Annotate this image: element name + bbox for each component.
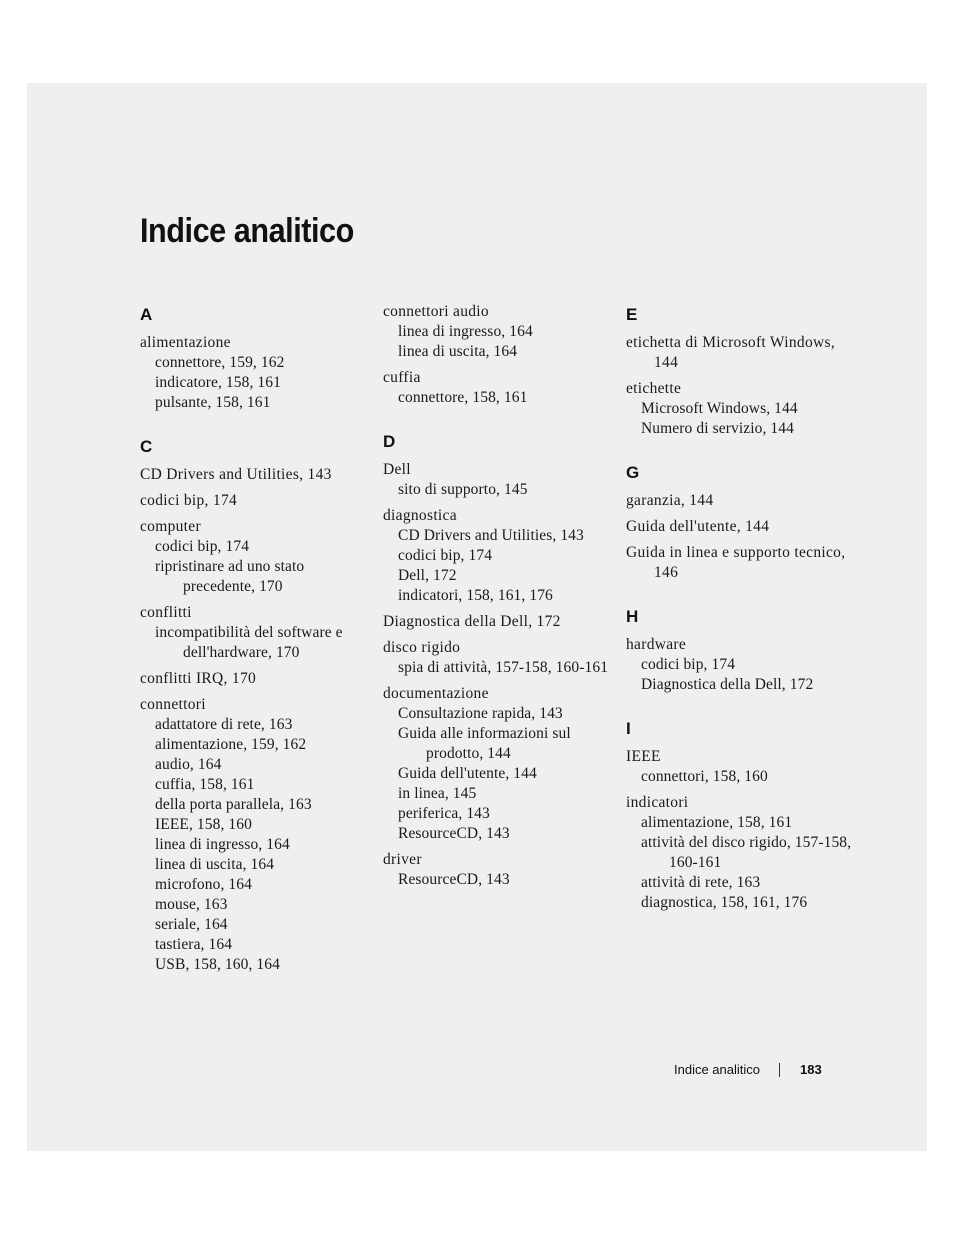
index-entry bbox=[383, 684, 613, 844]
footer-separator bbox=[779, 1063, 780, 1077]
index-subentry: pulsante, 158, 161 bbox=[155, 394, 271, 411]
section-letter: C bbox=[140, 437, 153, 456]
index-term: indicatori bbox=[626, 794, 689, 811]
index-term: conflitti bbox=[140, 604, 192, 621]
index-term: garanzia, 144 bbox=[626, 492, 714, 509]
index-section bbox=[626, 463, 856, 583]
index-term: CD Drivers and Utilities, 143 bbox=[140, 466, 332, 483]
index-term: Guida dell'utente, 144 bbox=[626, 518, 770, 535]
index-entry bbox=[140, 491, 370, 511]
index-subentry: adattatore di rete, 163 bbox=[155, 716, 293, 733]
index-subentry: Consultazione rapida, 143 bbox=[398, 705, 563, 722]
index-subentry: codici bip, 174 bbox=[398, 547, 493, 564]
index-subentry: codici bip, 174 bbox=[155, 538, 250, 555]
index-subentry: periferica, 143 bbox=[398, 805, 490, 822]
index-entry bbox=[383, 638, 613, 678]
index-entry bbox=[626, 635, 856, 695]
index-subentry: ResourceCD, 143 bbox=[398, 871, 510, 888]
index-entry bbox=[140, 695, 370, 975]
index-subentry: connettori, 158, 160 bbox=[641, 768, 768, 785]
index-subentry: in linea, 145 bbox=[398, 785, 477, 802]
index-subentry: linea di ingresso, 164 bbox=[155, 836, 290, 853]
index-section bbox=[626, 607, 856, 695]
index-subentry: tastiera, 164 bbox=[155, 936, 233, 953]
index-term: diagnostica bbox=[383, 507, 457, 524]
section-letter: I bbox=[626, 719, 631, 738]
index-subentry: alimentazione, 158, 161 bbox=[641, 814, 793, 831]
index-term: alimentazione bbox=[140, 334, 231, 351]
section-letter: A bbox=[140, 305, 153, 324]
index-subentry: ripristinare ad uno stato precedente, 170 bbox=[155, 558, 305, 595]
footer-section-label: Indice analitico bbox=[674, 1062, 760, 1077]
index-subentry: sito di supporto, 145 bbox=[398, 481, 528, 498]
index-entry bbox=[140, 603, 370, 663]
index-subentry: audio, 164 bbox=[155, 756, 222, 773]
index-subentry: microfono, 164 bbox=[155, 876, 252, 893]
index-entry bbox=[383, 460, 613, 500]
index-subentry: diagnostica, 158, 161, 176 bbox=[641, 894, 808, 911]
index-subentry: Diagnostica della Dell, 172 bbox=[641, 676, 814, 693]
index-subentry: spia di attività, 157-158, 160-161 bbox=[398, 659, 609, 676]
index-subentry: Microsoft Windows, 144 bbox=[641, 400, 798, 417]
index-subentry: attività di rete, 163 bbox=[641, 874, 761, 891]
index-subentry: cuffia, 158, 161 bbox=[155, 776, 255, 793]
index-subentry: connettore, 159, 162 bbox=[155, 354, 285, 371]
index-section bbox=[383, 432, 613, 890]
section-letter: E bbox=[626, 305, 638, 324]
index-subentry: linea di ingresso, 164 bbox=[398, 323, 533, 340]
index-term: cuffia bbox=[383, 369, 421, 386]
index-subentry: connettore, 158, 161 bbox=[398, 389, 528, 406]
index-entry bbox=[140, 669, 370, 689]
index-term: driver bbox=[383, 851, 422, 868]
index-subentry: codici bip, 174 bbox=[641, 656, 736, 673]
index-subentry: seriale, 164 bbox=[155, 916, 228, 933]
index-column-3 bbox=[626, 302, 856, 937]
index-term: Dell bbox=[383, 461, 411, 478]
index-subentry: indicatore, 158, 161 bbox=[155, 374, 281, 391]
index-entry bbox=[626, 491, 856, 511]
index-entry bbox=[140, 465, 370, 485]
index-subentry: ResourceCD, 143 bbox=[398, 825, 510, 842]
index-subentry: CD Drivers and Utilities, 143 bbox=[398, 527, 584, 544]
index-entry bbox=[383, 612, 613, 632]
index-subentry: mouse, 163 bbox=[155, 896, 228, 913]
index-section bbox=[626, 719, 856, 913]
index-column-1 bbox=[140, 302, 370, 999]
index-term: hardware bbox=[626, 636, 687, 653]
index-term: etichetta di Microsoft Windows, 144 bbox=[626, 334, 835, 371]
index-entry bbox=[140, 517, 370, 597]
index-subentry: Dell, 172 bbox=[398, 567, 457, 584]
index-entry bbox=[383, 368, 613, 408]
index-term: etichette bbox=[626, 380, 682, 397]
index-term: conflitti IRQ, 170 bbox=[140, 670, 257, 687]
page-number: 183 bbox=[800, 1062, 822, 1077]
index-subentry: Guida alle informazioni sul prodotto, 144 bbox=[398, 725, 571, 762]
index-subentry: linea di uscita, 164 bbox=[155, 856, 275, 873]
index-section bbox=[383, 302, 613, 408]
index-entry bbox=[626, 793, 856, 913]
index-entry bbox=[626, 379, 856, 439]
index-subentry: incompatibilità del software e dell'hardware, 170 bbox=[155, 624, 343, 661]
index-subentry: della porta parallela, 163 bbox=[155, 796, 312, 813]
index-term: Guida in linea e supporto tecnico, 146 bbox=[626, 544, 846, 581]
index-subentry: Guida dell'utente, 144 bbox=[398, 765, 537, 782]
index-entry bbox=[626, 333, 856, 373]
index-entry bbox=[626, 517, 856, 537]
index-subentry: USB, 158, 160, 164 bbox=[155, 956, 280, 973]
index-section bbox=[140, 437, 370, 975]
index-entry bbox=[383, 850, 613, 890]
index-term: disco rigido bbox=[383, 639, 461, 656]
section-letter: H bbox=[626, 607, 639, 626]
index-subentry: attività del disco rigido, 157-158, 160-161 bbox=[641, 834, 852, 871]
index-term: codici bip, 174 bbox=[140, 492, 238, 509]
index-term: documentazione bbox=[383, 685, 489, 702]
index-subentry: IEEE, 158, 160 bbox=[155, 816, 252, 833]
index-term: Diagnostica della Dell, 172 bbox=[383, 613, 561, 630]
index-subentry: Numero di servizio, 144 bbox=[641, 420, 794, 437]
section-letter: D bbox=[383, 432, 396, 451]
index-column-2 bbox=[383, 302, 613, 914]
index-subentry: linea di uscita, 164 bbox=[398, 343, 518, 360]
index-entry bbox=[383, 506, 613, 606]
page-title: Indice analitico bbox=[140, 212, 354, 250]
index-term: connettori audio bbox=[383, 303, 489, 320]
index-entry bbox=[140, 333, 370, 413]
index-entry bbox=[626, 747, 856, 787]
index-subentry: alimentazione, 159, 162 bbox=[155, 736, 307, 753]
index-entry bbox=[626, 543, 856, 583]
index-section bbox=[626, 305, 856, 439]
index-entry bbox=[383, 302, 613, 362]
index-section bbox=[140, 305, 370, 413]
index-term: computer bbox=[140, 518, 201, 535]
index-subentry: indicatori, 158, 161, 176 bbox=[398, 587, 553, 604]
index-term: IEEE bbox=[626, 748, 661, 765]
section-letter: G bbox=[626, 463, 640, 482]
index-term: connettori bbox=[140, 696, 206, 713]
